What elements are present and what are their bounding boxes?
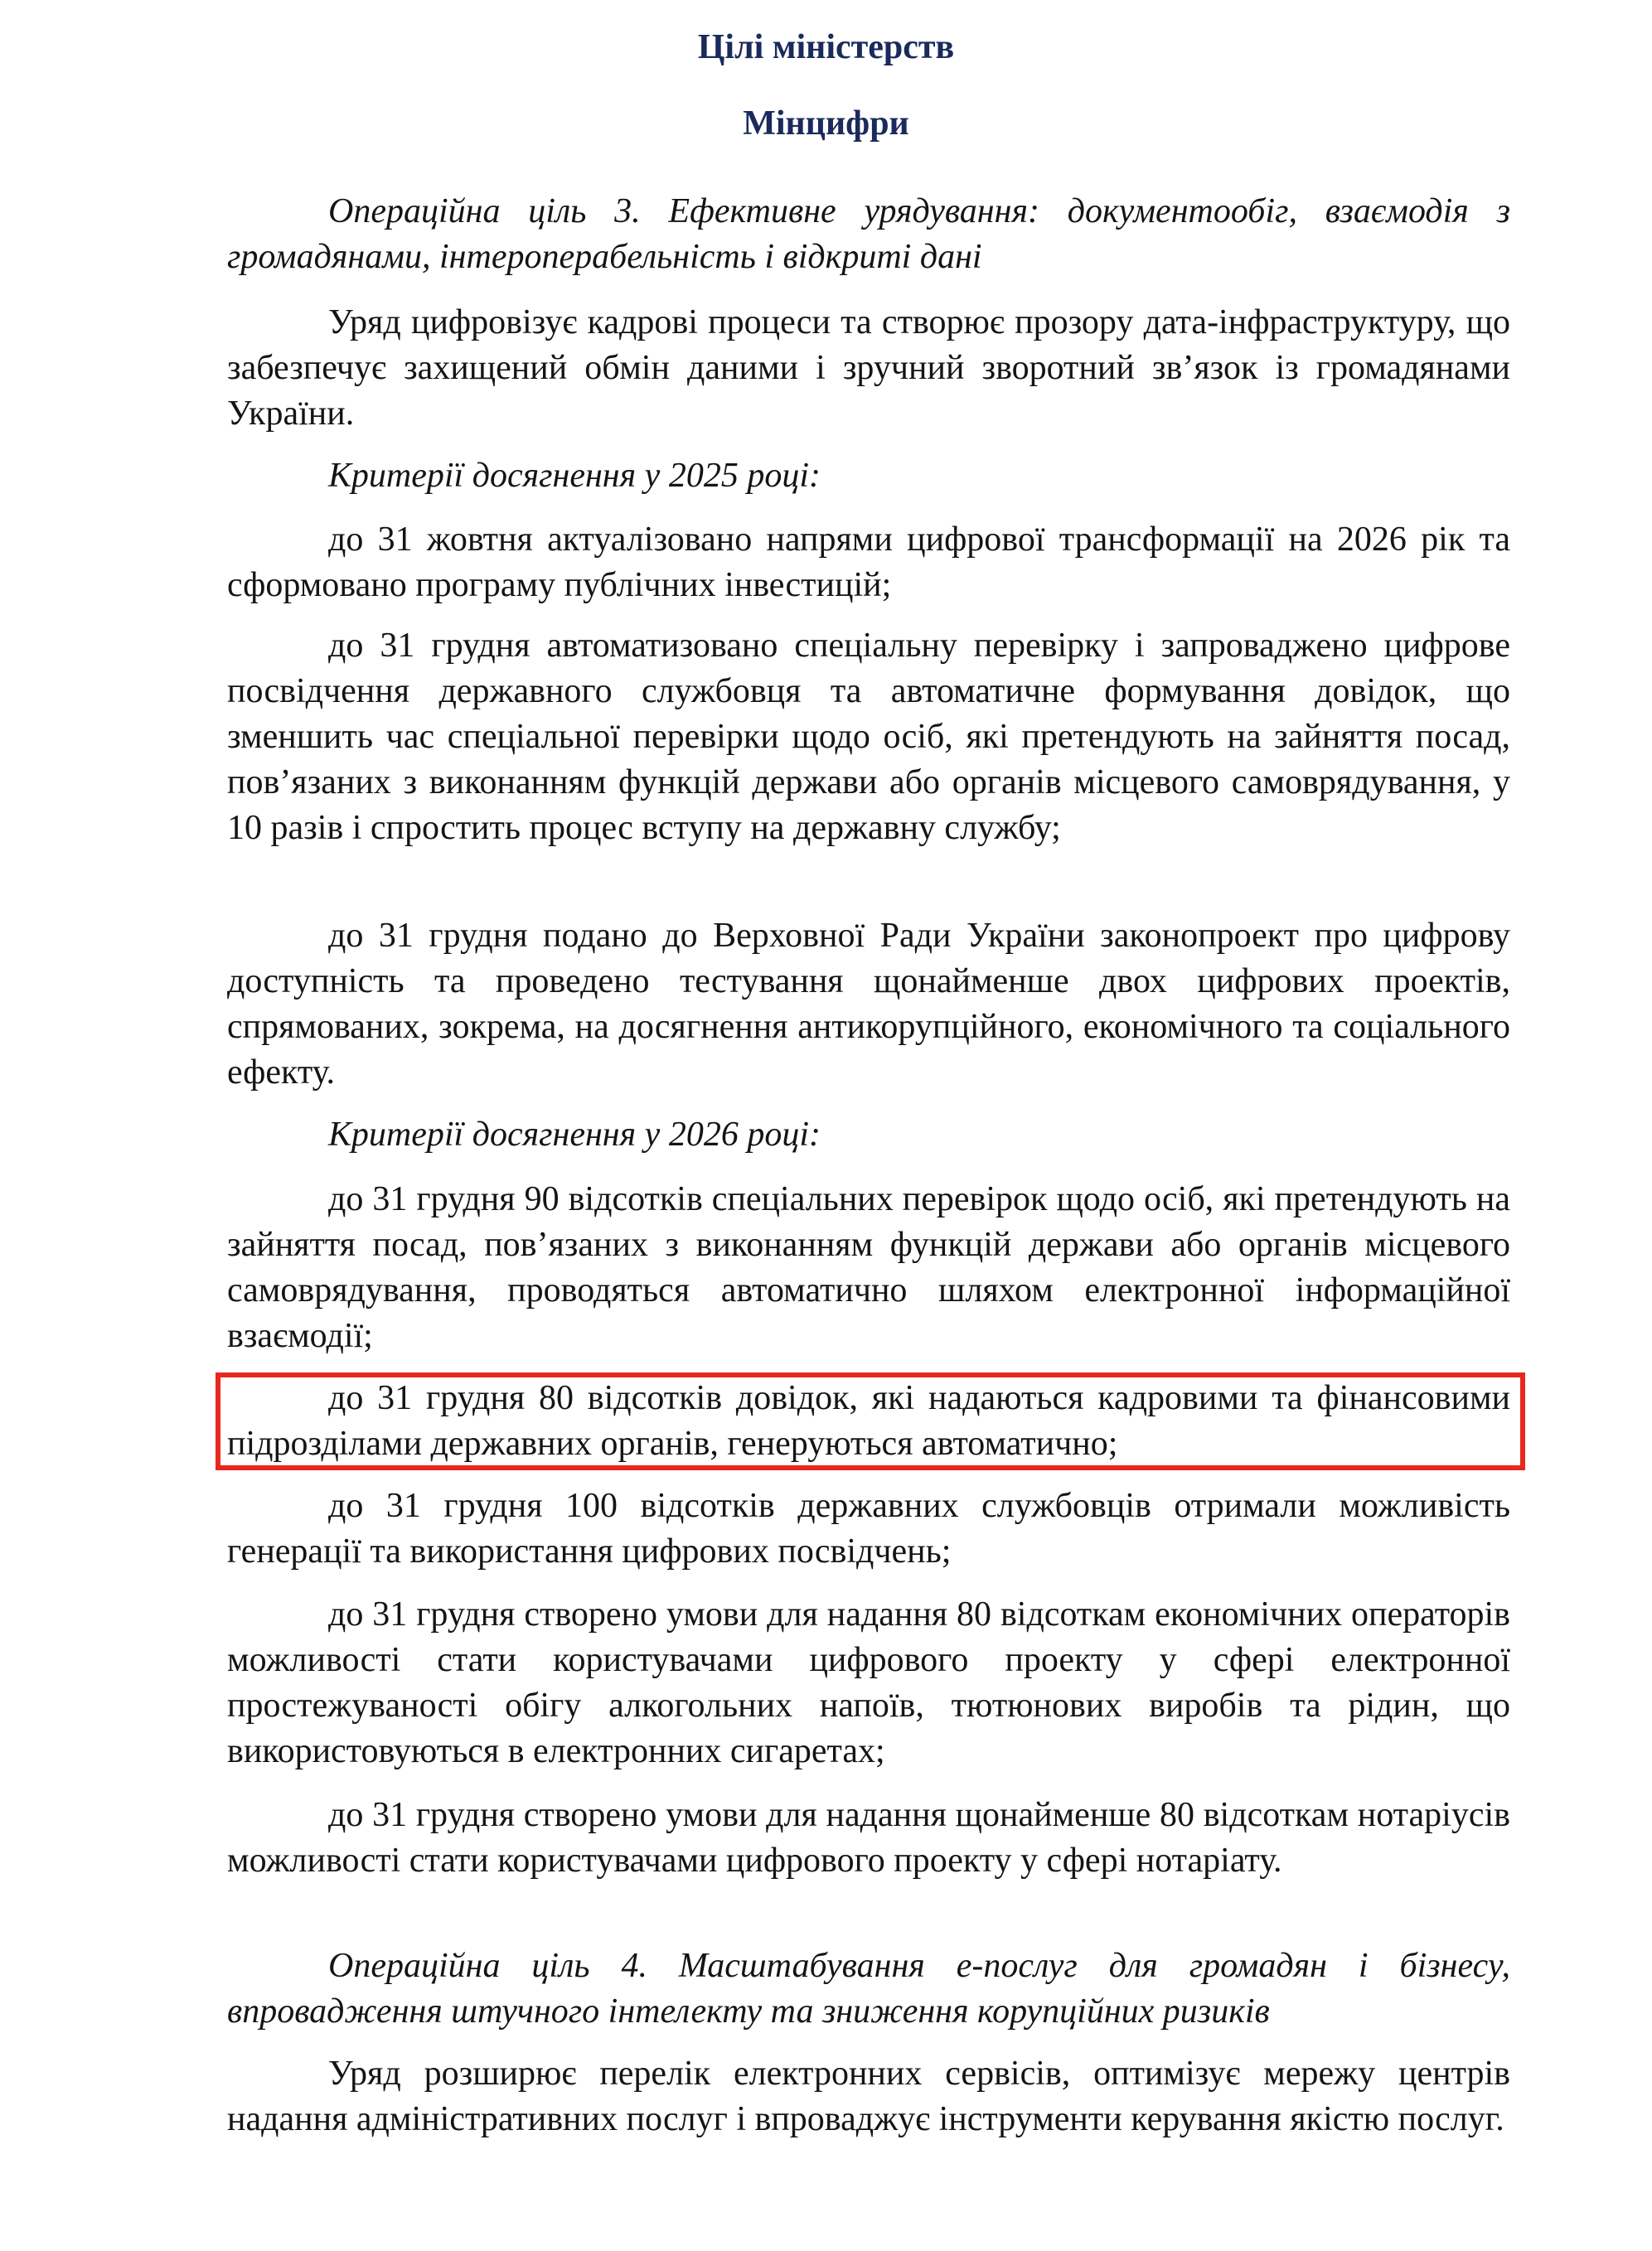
criteria-2025-heading: Критерії досягнення у 2025 році: — [328, 457, 821, 495]
criteria-2026-item-1: до 31 грудня 90 відсотків спеціальних перевірок щодо осіб, які претендують на зайняття посад, пов’язаних з виконанням функцій держави або органів місцевого самоврядування, проводяться автоматично шляхом електронної інформаційної взаємодії; — [227, 1180, 1510, 1355]
page-title: Цілі міністерств — [697, 28, 955, 66]
criteria-2025-item-3: до 31 грудня подано до Верховної Ради України законопроект про цифрову доступність та проведено тестування щонайменше двох цифрових проектів, спрямованих, зокрема, на досягнення антикорупційного, економічного та соціального ефекту. — [227, 917, 1510, 1092]
goal-4-title: Операційна ціль 4. Масштабування е-послуг для громадян і бізнесу, впровадження штучного інтелекту та зниження корупційних ризиків — [227, 1947, 1510, 2031]
criteria-2025-item-1: до 31 жовтня актуалізовано напрями цифрової трансформації на 2026 рік та сформовано програму публічних інвестицій; — [227, 520, 1510, 604]
goal-3-title: Операційна ціль 3. Ефективне урядування: документообіг, взаємодія з громадянами, інтероперабельність і відкриті дані — [227, 192, 1510, 276]
criteria-2026-item-5: до 31 грудня створено умови для надання щонайменше 80 відсоткам нотаріусів можливості стати користувачами цифрового проекту у сфері нотаріату. — [227, 1796, 1510, 1880]
criteria-2026-heading: Критерії досягнення у 2026 році: — [328, 1116, 821, 1154]
goal-3-intro: Уряд цифровізує кадрові процеси та створює прозору дата-інфраструктуру, що забезпечує захищений обмін даними і зручний зворотний зв’язок із громадянами України. — [227, 303, 1510, 433]
criteria-2025-item-2: до 31 грудня автоматизовано спеціальну перевірку і запроваджено цифрове посвідчення державного службовця та автоматичне формування довідок, що зменшить час спеціальної перевірки щодо осіб, які претендують на зайняття посад, пов’язаних з виконанням функцій держави або органів місцевого самоврядування, у 10 разів і спростить процес вступу на державну службу; — [227, 627, 1510, 847]
goal-4-intro: Уряд розширює перелік електронних сервісів, оптимізує мережу центрів надання адміністративних послуг і впроваджує інструменти керування якістю послуг. — [227, 2055, 1510, 2138]
criteria-2026-item-3: до 31 грудня 100 відсотків державних службовців отримали можливість генерації та використання цифрових посвідчень; — [227, 1487, 1510, 1571]
criteria-2026-item-4: до 31 грудня створено умови для надання 80 відсоткам економічних операторів можливості стати користувачами цифрового проекту у сфері електронної простежуваності обігу алкогольних напоїв, тютюнових виробів та рідин, що використовуються в електронних сигаретах; — [227, 1595, 1510, 1770]
ministry-title: Мінцифри — [743, 104, 909, 143]
criteria-2026-item-2: до 31 грудня 80 відсотків довідок, які надаються кадровими та фінансовими підрозділами державних органів, генеруються автоматично; — [227, 1379, 1510, 1463]
highlight-box — [216, 1372, 1525, 1470]
